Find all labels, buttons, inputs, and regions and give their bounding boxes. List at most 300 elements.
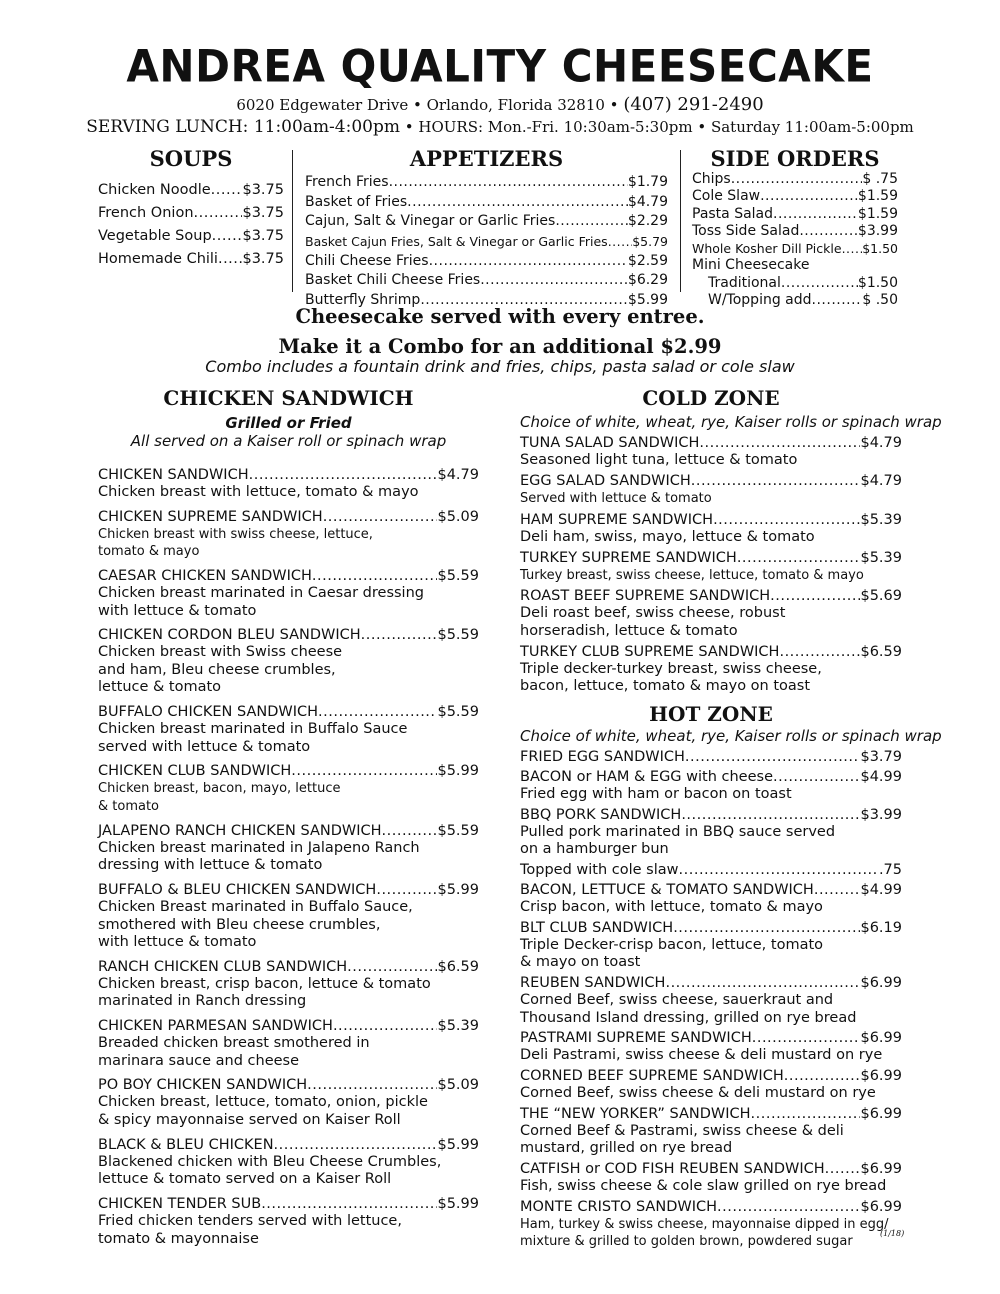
dot-leader	[779, 643, 860, 661]
item-description: Chicken breast, lettuce, tomato, onion, pickle	[98, 1094, 428, 1111]
item-name: CHICKEN PARMESAN SANDWICH	[98, 1018, 333, 1035]
dot-leader	[307, 1076, 437, 1094]
dot-leader	[699, 434, 860, 452]
item-price: $5.99	[437, 882, 479, 899]
item-price: $5.39	[437, 1018, 479, 1035]
item-name: Butterfly Shrimp	[305, 292, 421, 309]
cold-zone-list	[520, 434, 902, 696]
dot-leader	[691, 472, 861, 490]
item-description: Deli Pastrami, swiss cheese & deli mustard on rye	[520, 1047, 883, 1064]
combo-tagline: Make it a Combo for an additional $2.99	[278, 335, 722, 358]
menu-item	[520, 806, 902, 859]
menu-item	[98, 881, 479, 952]
dot-leader	[291, 762, 437, 780]
menu-item-row	[520, 1067, 902, 1085]
dot-leader	[261, 1195, 437, 1213]
chicken-sandwich-section	[98, 386, 479, 1254]
item-description: & tomato	[98, 798, 160, 814]
cold-zone-choice: Choice of white, wheat, rye, Kaiser rolls or spinach wrap	[520, 413, 942, 431]
item-description: Thousand Island dressing, grilled on rye bread	[520, 1009, 857, 1026]
item-description: mustard, grilled on rye bread	[520, 1140, 733, 1157]
menu-item-row	[98, 1017, 479, 1035]
item-name: TURKEY CLUB SUPREME SANDWICH	[520, 643, 780, 660]
menu-item-row	[98, 466, 479, 484]
item-price: $5.59	[437, 704, 479, 721]
side-orders-section	[692, 146, 898, 309]
item-description: Deli roast beef, swiss cheese, robust	[520, 605, 786, 622]
item-description: Served with lettuce & tomato	[520, 491, 712, 507]
dot-leader	[376, 881, 437, 899]
item-name: Chili Cheese Fries	[305, 252, 429, 269]
item-description: lettuce & tomato	[98, 679, 222, 696]
menu-item-row	[520, 643, 902, 661]
menu-item-row	[520, 861, 902, 879]
item-description: Corned Beef & Pastrami, swiss cheese & deli	[520, 1122, 844, 1139]
menu-item-row	[98, 225, 284, 248]
item-price: $4.99	[860, 769, 902, 786]
item-name: CATFISH or COD FISH REUBEN SANDWICH	[520, 1160, 825, 1177]
item-price: $ .50	[862, 292, 898, 309]
menu-item-row	[692, 171, 898, 188]
item-price: $3.79	[860, 749, 902, 765]
menu-item-row	[98, 179, 284, 202]
menu-item-row	[98, 248, 284, 271]
item-name: Cajun, Salt & Vinegar or Garlic Fries	[305, 213, 556, 230]
item-description: Chicken breast with lettuce, tomato & mayo	[98, 484, 419, 500]
soups-section	[98, 146, 284, 271]
item-description: Triple Decker-crisp bacon, lettuce, tomato	[520, 936, 824, 953]
menu-item-row	[305, 173, 668, 193]
dot-leader	[713, 511, 860, 529]
item-name: French Fries	[305, 174, 389, 190]
cold-zone-heading: COLD ZONE	[642, 386, 780, 410]
item-description: Blackened chicken with Bleu Cheese Crumbles,	[98, 1153, 442, 1170]
menu-item	[520, 881, 902, 917]
item-description: marinated in Ranch dressing	[98, 993, 307, 1010]
dot-leader	[347, 958, 437, 976]
item-description: Fish, swiss cheese & cole slaw grilled on rye bread	[520, 1177, 887, 1194]
menu-item	[98, 508, 479, 561]
menu-item-row	[98, 1136, 479, 1154]
appetizers-list	[305, 173, 668, 311]
menu-item	[520, 434, 902, 470]
dot-leader	[731, 171, 863, 188]
item-name: Whole Kosher Dill Pickle	[692, 241, 842, 257]
dot-leader	[361, 626, 438, 644]
menu-item	[520, 587, 902, 640]
menu-item-row	[520, 1160, 902, 1178]
menu-item-row	[305, 271, 668, 291]
menu-item-row	[520, 748, 902, 766]
menu-item-row	[98, 958, 479, 976]
menu-item	[520, 472, 902, 508]
menu-item	[98, 567, 479, 620]
dot-leader	[480, 271, 628, 291]
serving-lunch: SERVING LUNCH: 11:00am-4:00pm	[86, 117, 400, 137]
item-price: $6.99	[860, 1030, 902, 1047]
item-price: .75	[878, 862, 902, 879]
item-description: & mayo on toast	[520, 954, 641, 971]
cheesecake-tagline: Cheesecake served with every entree.	[295, 305, 705, 328]
item-price: $5.69	[860, 588, 902, 605]
item-price: $6.99	[860, 1198, 902, 1215]
item-price: $3.75	[242, 205, 284, 221]
dot-leader	[784, 1067, 861, 1085]
dot-leader	[249, 466, 438, 484]
menu-item	[520, 768, 902, 804]
hot-zone-choice: Choice of white, wheat, rye, Kaiser rolls or spinach wrap	[520, 727, 942, 745]
item-price: $5.99	[627, 292, 668, 309]
dot-leader	[323, 508, 438, 526]
dot-leader	[429, 252, 628, 272]
menu-item-row	[692, 257, 898, 274]
menu-item-row	[98, 626, 479, 644]
item-name: ROAST BEEF SUPREME SANDWICH	[520, 588, 771, 605]
dot-leader	[212, 225, 243, 248]
item-description: Triple decker-turkey breast, swiss cheese,	[520, 660, 822, 677]
item-price: $6.29	[627, 272, 668, 289]
phone-number: (407) 291-2490	[623, 94, 764, 115]
item-price: $6.99	[860, 975, 902, 992]
item-description: Corned Beef, swiss cheese & deli mustard on rye	[520, 1085, 876, 1101]
appetizers-section	[305, 146, 668, 311]
item-description: Chicken breast, bacon, mayo, lettuce	[98, 781, 341, 797]
item-description: with lettuce & tomato	[98, 934, 257, 951]
dot-leader	[770, 587, 860, 605]
item-price: $5.59	[437, 822, 479, 839]
item-price: $5.79	[632, 234, 668, 250]
menu-item	[98, 822, 479, 875]
item-price: $3.75	[242, 251, 284, 267]
menu-item-row	[520, 974, 902, 992]
item-name: HAM SUPREME SANDWICH	[520, 511, 714, 528]
menu-item-row	[98, 508, 479, 526]
dot-leader	[389, 173, 628, 193]
hours-text: • HOURS: Mon.-Fri. 10:30am-5:30pm • Saturday 11:00am-5:00pm	[404, 118, 914, 136]
item-name: Traditional	[708, 274, 781, 291]
menu-item-row	[520, 881, 902, 899]
dot-leader	[333, 1017, 438, 1035]
menu-item	[520, 748, 902, 766]
item-name: W/Topping add	[708, 292, 812, 309]
menu-item	[98, 626, 479, 697]
item-name: Basket Chili Cheese Fries	[305, 272, 481, 289]
item-name: BACON or HAM & EGG with cheese	[520, 769, 773, 786]
print-date: (1/18)	[880, 1229, 905, 1238]
item-price: $1.59	[857, 188, 898, 205]
menu-item-row	[520, 1198, 902, 1216]
menu-item-row	[98, 703, 479, 721]
item-name: MONTE CRISTO SANDWICH	[520, 1198, 718, 1215]
divider-right	[680, 150, 681, 292]
item-price: $5.99	[437, 1196, 479, 1213]
item-name: CHICKEN TENDER SUB	[98, 1196, 262, 1213]
menu-item-row	[520, 511, 902, 529]
menu-item-row	[98, 202, 284, 225]
dot-leader	[799, 223, 858, 240]
item-description: Chicken breast marinated in Caesar dressing	[98, 585, 424, 602]
item-price: $3.75	[242, 182, 284, 198]
item-name: Pasta Salad	[692, 205, 774, 222]
item-price: $5.99	[437, 1136, 479, 1153]
dot-leader	[842, 240, 863, 257]
hot-zone-list	[520, 748, 905, 1251]
menu-item-row	[520, 919, 902, 937]
menu-item	[520, 549, 902, 585]
item-price: $6.19	[860, 919, 902, 936]
item-description: Corned Beef, swiss cheese, sauerkraut and	[520, 992, 834, 1009]
soups-heading: SOUPS	[149, 146, 233, 171]
dot-leader	[825, 1160, 861, 1178]
dot-leader	[760, 188, 858, 205]
menu-item	[98, 1136, 479, 1189]
item-description: Pulled pork marinated in BBQ sauce served	[520, 823, 836, 840]
item-description: mixture & grilled to golden brown, powdered sugar	[520, 1234, 853, 1250]
item-description: with lettuce & tomato	[98, 602, 257, 619]
menu-item-row	[692, 206, 898, 223]
dot-leader	[814, 881, 861, 899]
hot-zone-heading: HOT ZONE	[649, 702, 773, 726]
dot-leader	[665, 974, 860, 992]
item-name: BUFFALO CHICKEN SANDWICH	[98, 704, 319, 721]
item-price: $1.59	[857, 205, 898, 222]
appetizers-heading: APPETIZERS	[409, 146, 564, 171]
item-name: French Onion	[98, 205, 194, 221]
item-name: BLT CLUB SANDWICH	[520, 919, 674, 936]
item-description: lettuce & tomato served on a Kaiser Roll	[98, 1171, 392, 1188]
item-name: CHICKEN SUPREME SANDWICH	[98, 508, 323, 525]
item-description: Chicken breast with Swiss cheese	[98, 644, 343, 661]
item-description: marinara sauce and cheese	[98, 1052, 300, 1069]
divider-left	[292, 150, 293, 292]
item-name: Mini Cheesecake	[692, 257, 810, 274]
item-price: $ .75	[862, 171, 898, 187]
menu-item	[520, 1198, 905, 1251]
item-price: $4.79	[627, 193, 668, 210]
menu-item-row	[98, 567, 479, 585]
item-name: TURKEY SUPREME SANDWICH	[520, 549, 737, 566]
dot-leader	[717, 1198, 860, 1216]
menu-item-row	[98, 762, 479, 780]
menu-item-row	[692, 275, 898, 292]
item-description: Crisp bacon, with lettuce, tomato & mayo	[520, 899, 823, 916]
menu-item-row	[692, 240, 898, 257]
menu-item-row	[520, 472, 902, 490]
menu-item-row	[305, 212, 668, 232]
item-description: Fried egg with ham or bacon on toast	[520, 786, 792, 803]
menu-item-row	[520, 434, 902, 452]
menu-item-row	[520, 1029, 902, 1047]
side-orders-list	[692, 171, 898, 309]
item-description: Ham, turkey & swiss cheese, mayonnaise dipped in egg/	[520, 1216, 889, 1232]
menu-item	[98, 703, 479, 756]
combo-includes: Combo includes a fountain drink and fries, chips, pasta salad or cole slaw	[205, 357, 795, 376]
item-price: $6.99	[860, 1068, 902, 1084]
menu-item-row	[305, 193, 668, 213]
item-description: Fried chicken tenders served with lettuce,	[98, 1213, 402, 1230]
dot-leader	[312, 567, 438, 585]
address-line	[0, 94, 1000, 115]
item-price: $1.50	[862, 241, 898, 257]
dot-leader	[679, 861, 879, 879]
soups-list	[98, 179, 284, 271]
item-price: $6.59	[860, 643, 902, 660]
item-description: dressing with lettuce & tomato	[98, 857, 323, 874]
item-description: Chicken breast marinated in Jalapeno Ranch	[98, 839, 420, 856]
item-description: and ham, Bleu cheese crumbles,	[98, 661, 336, 678]
dot-leader	[274, 1136, 438, 1154]
menu-item	[98, 1017, 479, 1070]
chicken-sandwich-list	[98, 466, 479, 1248]
item-price: $1.79	[627, 174, 668, 190]
item-name: Topped with cole slaw	[520, 862, 679, 879]
menu-item-row	[98, 1076, 479, 1094]
item-description: Breaded chicken breast smothered in	[98, 1035, 370, 1052]
dot-leader	[737, 549, 861, 567]
menu-item-row	[692, 188, 898, 205]
dot-leader	[685, 748, 861, 766]
dot-leader	[752, 1029, 861, 1047]
menu-item	[520, 974, 902, 1027]
item-price: $3.75	[242, 228, 284, 244]
item-name: REUBEN SANDWICH	[520, 975, 666, 992]
menu-item	[98, 762, 479, 815]
dot-leader	[218, 248, 243, 271]
menu-item	[520, 1029, 902, 1065]
menu-item	[98, 1076, 479, 1129]
item-price: $5.59	[437, 627, 479, 644]
item-name: PO BOY CHICKEN SANDWICH	[98, 1077, 308, 1094]
menu-item-row	[520, 768, 902, 786]
served-on-note: All served on a Kaiser roll or spinach wrap	[130, 432, 447, 450]
item-name: CHICKEN CORDON BLEU SANDWICH	[98, 627, 361, 644]
item-name: Toss Side Salad	[692, 222, 800, 239]
menu-item	[98, 958, 479, 1011]
item-name: Chips	[692, 171, 731, 187]
item-description: Chicken breast, crisp bacon, lettuce & tomato	[98, 975, 431, 992]
item-price: $4.99	[860, 882, 902, 899]
item-description: Chicken breast with swiss cheese, lettuce,	[98, 526, 373, 542]
dot-leader	[681, 806, 860, 824]
item-description: Chicken Breast marinated in Buffalo Sauce,	[98, 899, 413, 916]
item-description: & spicy mayonnaise served on Kaiser Roll	[98, 1111, 401, 1128]
item-name: PASTRAMI SUPREME SANDWICH	[520, 1030, 752, 1047]
item-name: BLACK & BLEU CHICKEN	[98, 1136, 274, 1153]
dot-leader	[382, 822, 438, 840]
menu-item-row	[98, 1195, 479, 1213]
item-name: THE “NEW YORKER” SANDWICH	[520, 1105, 751, 1122]
item-price: $5.39	[860, 511, 902, 528]
item-name: CORNED BEEF SUPREME SANDWICH	[520, 1068, 784, 1084]
dot-leader	[773, 768, 860, 786]
restaurant-title: ANDREA QUALITY CHEESECAKE	[126, 40, 874, 93]
item-price: $5.09	[437, 508, 479, 525]
item-description: tomato & mayo	[98, 544, 200, 560]
item-price: $5.99	[437, 763, 479, 780]
item-name: BUFFALO & BLEU CHICKEN SANDWICH	[98, 882, 377, 899]
dot-leader	[608, 232, 633, 252]
item-description: Chicken breast marinated in Buffalo Sauce	[98, 721, 408, 738]
menu-item	[520, 1160, 902, 1196]
item-price: $6.59	[437, 958, 479, 975]
item-description: served with lettuce & tomato	[98, 738, 311, 755]
menu-item-row	[520, 587, 902, 605]
item-name: JALAPENO RANCH CHICKEN SANDWICH	[98, 822, 382, 839]
item-price: $3.99	[860, 806, 902, 823]
item-name: CHICKEN SANDWICH	[98, 467, 249, 483]
menu-item	[520, 643, 902, 696]
menu-item-row	[98, 881, 479, 899]
item-price: $4.79	[860, 435, 902, 451]
item-name: TUNA SALAD SANDWICH	[520, 435, 700, 451]
hours-line	[0, 117, 1000, 137]
side-orders-heading: SIDE ORDERS	[710, 146, 880, 171]
dot-leader	[318, 703, 437, 721]
item-price: $2.59	[627, 252, 668, 269]
item-name: FRIED EGG SANDWICH	[520, 749, 685, 765]
menu-item-row	[520, 806, 902, 824]
cold-zone-section	[520, 386, 942, 699]
dot-leader	[751, 1105, 861, 1123]
dot-leader	[673, 919, 860, 937]
dot-leader	[773, 206, 858, 223]
item-price: $6.99	[860, 1105, 902, 1122]
dot-leader	[211, 179, 243, 202]
menu-item-row	[98, 822, 479, 840]
item-description: Seasoned light tuna, lettuce & tomato	[520, 452, 798, 468]
menu-item	[520, 511, 902, 547]
hot-zone-section	[520, 702, 942, 1253]
menu-item	[520, 1067, 902, 1103]
item-description: smothered with Bleu cheese crumbles,	[98, 916, 381, 933]
item-description: Deli ham, swiss, mayo, lettuce & tomato	[520, 528, 815, 545]
item-description: horseradish, lettuce & tomato	[520, 622, 738, 639]
item-name: BACON, LETTUCE & TOMATO SANDWICH	[520, 882, 814, 899]
item-name: BBQ PORK SANDWICH	[520, 806, 682, 823]
item-name: Homemade Chili	[98, 251, 218, 267]
item-description: tomato & mayonnaise	[98, 1230, 259, 1247]
item-price: $5.09	[437, 1077, 479, 1094]
item-name: Chicken Noodle	[98, 182, 211, 198]
grilled-or-fried: Grilled or Fried	[225, 414, 352, 432]
item-name: CAESAR CHICKEN SANDWICH	[98, 568, 312, 585]
item-description: on a hamburger bun	[520, 841, 669, 858]
dot-leader	[194, 202, 243, 225]
item-name: Vegetable Soup	[98, 228, 212, 244]
item-description: bacon, lettuce, tomato & mayo on toast	[520, 678, 811, 695]
dot-leader	[555, 212, 628, 232]
menu-item-row	[305, 232, 668, 252]
chicken-sandwich-heading: CHICKEN SANDWICH	[163, 386, 414, 410]
menu-item-row	[692, 223, 898, 240]
item-name: CHICKEN CLUB SANDWICH	[98, 763, 292, 780]
menu-item-row	[520, 1105, 902, 1123]
dot-leader	[407, 193, 628, 213]
item-name: Basket of Fries	[305, 193, 408, 210]
item-price: $2.29	[627, 213, 668, 230]
address: 6020 Edgewater Drive • Orlando, Florida 32810 •	[236, 96, 619, 114]
menu-item	[98, 466, 479, 502]
item-description: Turkey breast, swiss cheese, lettuce, tomato & mayo	[520, 567, 864, 583]
item-price: $4.79	[860, 473, 902, 490]
menu-item	[520, 919, 902, 972]
item-name: Basket Cajun Fries, Salt & Vinegar or Garlic Fries	[305, 234, 608, 250]
item-price: $5.39	[860, 549, 902, 566]
menu-item	[520, 1105, 902, 1158]
item-price: $6.99	[860, 1160, 902, 1177]
menu-item-row	[305, 252, 668, 272]
item-price: $3.99	[857, 222, 898, 239]
